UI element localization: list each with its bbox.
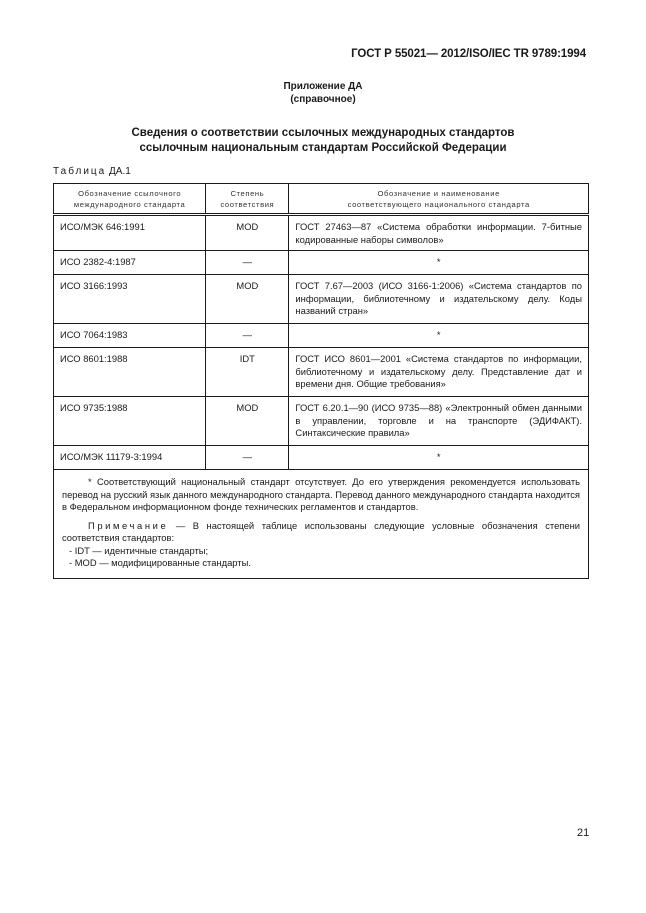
header-text: соответствия	[220, 199, 275, 209]
section-title-line-2: ссылочным национальным стандартам Российской Федерации	[139, 142, 507, 154]
table-row	[54, 324, 589, 348]
header-text: соответствующего национального стандарта	[347, 199, 530, 209]
document-designation: ГОСТ Р 55021— 2012/ISO/IEC TR 9789:1994	[351, 48, 586, 60]
note-label: Примечание	[88, 519, 169, 531]
section-title-line-1: Сведения о соответствии ссылочных международных стандартов	[131, 127, 515, 139]
table-header-row	[54, 184, 589, 215]
cell-ref: ИСО 9735:1988	[54, 397, 206, 446]
table-row	[54, 348, 589, 397]
table-notes-row	[54, 470, 589, 579]
standards-correspondence-table	[53, 183, 589, 579]
table-caption-word: Таблица	[53, 166, 107, 177]
cell-ref: ИСО 2382-4:1987	[54, 251, 206, 275]
note	[62, 520, 580, 545]
table-caption-number: ДА.1	[109, 166, 131, 177]
cell-degree: MOD	[206, 275, 289, 324]
cell-ref: ИСО 3166:1993	[54, 275, 206, 324]
cell-national: *	[289, 251, 589, 275]
page-number: 21	[577, 827, 590, 839]
cell-degree: —	[206, 251, 289, 275]
note-text: — В настоящей таблице использованы следующие условные обозначения степени соответствия стандартов:	[62, 519, 580, 543]
annex-heading	[0, 80, 646, 106]
annex-title: Приложение ДА	[283, 81, 363, 92]
table-notes	[54, 470, 589, 579]
cell-ref: ИСО 7064:1983	[54, 324, 206, 348]
header-international-standard	[54, 184, 206, 215]
cell-degree: MOD	[206, 397, 289, 446]
header-text: Обозначение и наименование	[377, 188, 500, 198]
table-row	[54, 251, 589, 275]
header-national-standard	[289, 184, 589, 215]
cell-national: ГОСТ ИСО 8601—2001 «Система стандартов по информации, библиотечному и издательскому делу. Представление дат и времени дня. Общие требования»	[289, 348, 589, 397]
cell-degree: —	[206, 446, 289, 470]
table-caption	[53, 166, 131, 177]
cell-degree: MOD	[206, 215, 289, 251]
annex-subtitle: (справочное)	[290, 94, 356, 105]
header-text: Обозначение ссылочного	[78, 188, 182, 198]
table-row	[54, 446, 589, 470]
table-row	[54, 397, 589, 446]
header-text: международного стандарта	[73, 199, 186, 209]
cell-ref: ИСО 8601:1988	[54, 348, 206, 397]
cell-national: ГОСТ 7.67—2003 (ИСО 3166-1:2006) «Система стандартов по информации, библиотечному и издательскому делу. Коды названий стран»	[289, 275, 589, 324]
cell-national: *	[289, 446, 589, 470]
table-row	[54, 275, 589, 324]
header-degree	[206, 184, 289, 215]
cell-degree: —	[206, 324, 289, 348]
table-row	[54, 215, 589, 251]
cell-national: *	[289, 324, 589, 348]
cell-national: ГОСТ 6.20.1—90 (ИСО 9735—88) «Электронный обмен данными в управлении, торговле и на транспорте (ЭДИФАКТ). Синтаксические правила»	[289, 397, 589, 446]
note-item-idt: - IDT — идентичные стандарты;	[69, 544, 209, 556]
header-text: Степень	[230, 188, 265, 198]
note-item-mod: - MOD — модифицированные стандарты.	[69, 557, 251, 568]
cell-ref: ИСО/МЭК 646:1991	[54, 215, 206, 251]
cell-national: ГОСТ 27463—87 «Система обработки информации. 7-битные кодированные наборы символов»	[289, 215, 589, 251]
footnote: * Соответствующий национальный стандарт отсутствует. До его утверждения рекомендуется использовать перевод на русский язык данного международного стандарта. Перевод данного международного стандарта находится в Федеральном информационном фонде технических регламентов и стандартов.	[62, 476, 580, 512]
cell-degree: IDT	[206, 348, 289, 397]
section-title	[0, 126, 646, 156]
cell-ref: ИСО/МЭК 11179-3:1994	[54, 446, 206, 470]
